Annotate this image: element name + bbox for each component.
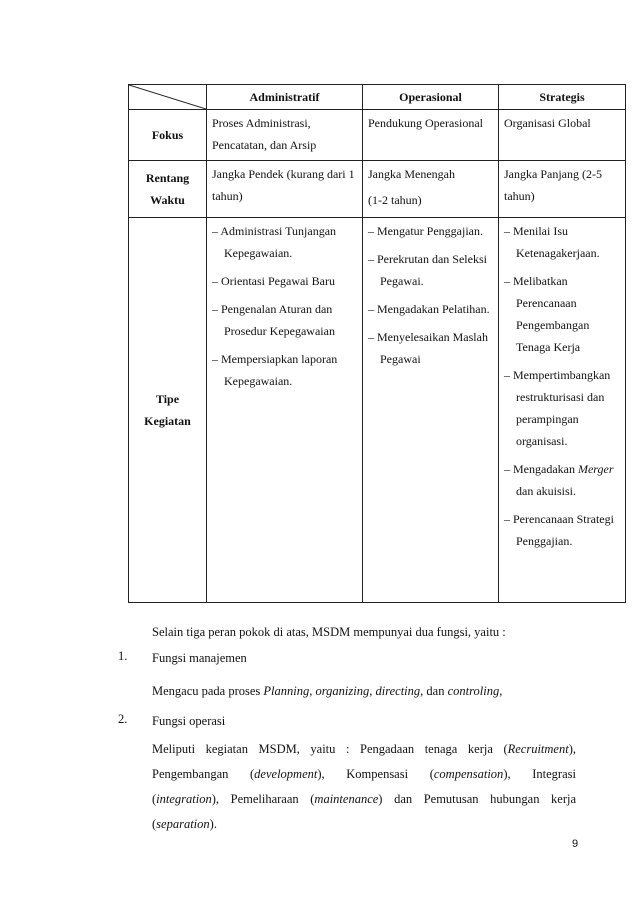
word-pemeliharaan: Pemeliharaan	[230, 792, 299, 806]
fokus-administratif: Proses Administrasi, Pencatatan, dan Arsip	[207, 110, 363, 161]
rentang-operasional-line2: (1-2 tahun)	[368, 193, 422, 207]
list-item: – Mengadakan Pelatihan.	[368, 298, 493, 320]
term-organizing: organizing	[315, 684, 370, 698]
term-integration: integration	[156, 792, 212, 806]
item-1-title: Fungsi manajemen	[152, 651, 247, 665]
list-item-merger	[504, 458, 620, 502]
merger-italic: Merger	[577, 462, 614, 476]
row-label-tipe-kegiatan	[129, 218, 207, 603]
rentang-label-line2: Waktu	[150, 193, 185, 207]
word-kompensasi: Kompensasi	[346, 767, 409, 781]
item-2-title: Fungsi operasi	[152, 714, 226, 728]
term-recruitment: Recruitment	[507, 742, 569, 756]
list-item: – Orientasi Pegawai Baru	[212, 270, 357, 292]
desc-and: dan	[426, 684, 445, 698]
rentang-operasional	[363, 161, 499, 218]
desc-pre: Mengacu pada proses	[152, 684, 261, 698]
item-2-line-2: Pengembangan (development), Kompensasi (compensation), Integrasi	[152, 767, 576, 781]
item-2-line-4: (separation).	[152, 817, 217, 831]
rentang-strategis: Jangka Panjang (2-5 tahun)	[499, 161, 626, 218]
table-row-tipe-kegiatan	[129, 218, 626, 603]
header-strategis: Strategis	[499, 85, 626, 110]
table-header-row	[129, 85, 626, 110]
tipe-label-line1: Tipe	[155, 392, 180, 406]
item-2-number: 2.	[118, 712, 128, 726]
header-administratif: Administratif	[207, 85, 363, 110]
term-maintenance: maintenance	[314, 792, 379, 806]
term-controling: controling	[447, 684, 500, 698]
rentang-operasional-line1: Jangka Menengah	[368, 167, 455, 181]
header-operasional: Operasional	[363, 85, 499, 110]
rentang-administratif: Jangka Pendek (kurang dari 1 tahun)	[207, 161, 363, 218]
term-separation: separation	[156, 817, 210, 831]
list-item: – Menilai Isu Ketenagakerjaan.	[504, 220, 620, 264]
msdm-roles-table	[128, 84, 626, 603]
list-item: – Pengenalan Aturan dan Prosedur Kepegawaian	[212, 298, 357, 342]
item-1-number: 1.	[118, 649, 128, 663]
tipe-label-line2: Kegiatan	[144, 414, 191, 428]
list-item: – Mempersiapkan laporan Kepegawaian.	[212, 348, 357, 392]
list-item: – Melibatkan Perencanaan Pengembangan Tenaga Kerja	[504, 270, 620, 358]
fokus-strategis: Organisasi Global	[499, 110, 626, 161]
fokus-operasional: Pendukung Operasional	[363, 110, 499, 161]
diagonal-corner-cell	[129, 85, 207, 110]
term-directing: directing	[375, 684, 421, 698]
list-item: – Perekrutan dan Seleksi Pegawai.	[368, 248, 493, 292]
term-compensation: compensation	[433, 767, 504, 781]
rentang-label-line1: Rentang	[145, 171, 190, 185]
term-planning: Planning	[263, 684, 310, 698]
item-2-line-3: (integration), Pemeliharaan (maintenance) dan Pemutusan hubungan kerja	[152, 792, 577, 806]
row-label-rentang-waktu	[129, 161, 207, 218]
list-item: – Menyelesaikan Maslah Pegawai	[368, 326, 493, 370]
word-pengembangan: Pengembangan	[152, 767, 229, 781]
word-integrasi: Integrasi	[532, 767, 576, 781]
table-row-rentang-waktu	[129, 161, 626, 218]
table-row-fokus	[129, 110, 626, 161]
tipe-strategis	[499, 218, 626, 603]
term-development: development	[254, 767, 318, 781]
strategis-activity-list	[504, 220, 620, 552]
page-number: 9	[572, 838, 579, 850]
word-pemutusan: dan Pemutusan hubungan kerja	[394, 792, 577, 806]
intro-paragraph: Selain tiga peran pokok di atas, MSDM mempunyai dua fungsi, yaitu :	[152, 625, 506, 639]
list-item: – Administrasi Tunjangan Kepegawaian.	[212, 220, 357, 264]
administratif-activity-list	[212, 220, 357, 392]
item-1-description: Mengacu pada proses Planning, organizing, directing, dan controling,	[152, 684, 503, 698]
diagonal-line	[129, 85, 206, 109]
merger-pre: Mengadakan	[513, 462, 575, 476]
merger-post: dan akuisisi.	[516, 484, 576, 498]
list-item: – Perencanaan Strategi Penggajian.	[504, 508, 620, 552]
list-item: – Mengatur Penggajian.	[368, 220, 493, 242]
row-label-fokus: Fokus	[129, 110, 207, 161]
operasional-activity-list	[368, 220, 493, 370]
tipe-operasional	[363, 218, 499, 603]
tipe-administratif	[207, 218, 363, 603]
item-2-line-1: Meliputi kegiatan MSDM, yaitu : Pengadaan tenaga kerja (Recruitment),	[152, 742, 576, 756]
line1-pre: Meliputi kegiatan MSDM, yaitu : Pengadaan tenaga kerja	[152, 742, 493, 756]
list-item: – Mempertimbangkan restrukturisasi dan perampingan organisasi.	[504, 364, 620, 452]
